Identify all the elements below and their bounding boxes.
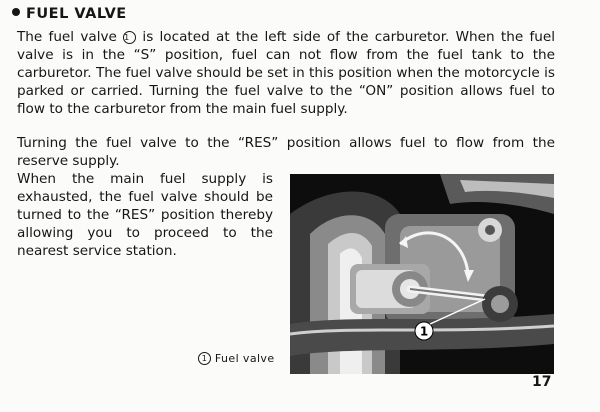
caption-text: Fuel valve [214, 352, 275, 365]
paragraph-location [17, 28, 555, 118]
para1-text: is located at the left side of the carburetor. When the fuel valve is in the “S” position, fuel can not flow from the fuel tank to the carburetor. The fuel valve should be set in this position when the motorcycle is parked or carried. Turning the fuel valve to the “ON” position allows fuel to flow to the carburetor from the main fuel supply. [17, 29, 555, 117]
figure-caption [198, 352, 275, 365]
bullet-icon [12, 8, 20, 16]
caption-marker: 1 [198, 352, 211, 365]
section-heading [12, 6, 127, 22]
callout-marker: 1 [123, 31, 136, 44]
para1-lead: The fuel valve [17, 29, 117, 45]
page-number: 17 [532, 374, 552, 390]
heading-text: FUEL VALVE [26, 6, 127, 22]
paragraph-res: Turning the fuel valve to the “RES” position allows fuel to flow from the reserve supply. [17, 135, 555, 169]
fuel-valve-photo [290, 174, 554, 374]
photo-callout-label: 1 [419, 324, 429, 339]
paragraph-exhausted: When the main fuel supply is exhausted, the fuel valve should be turned to the “RES” position thereby allowing you to proceed to the nearest service station. [17, 171, 273, 259]
